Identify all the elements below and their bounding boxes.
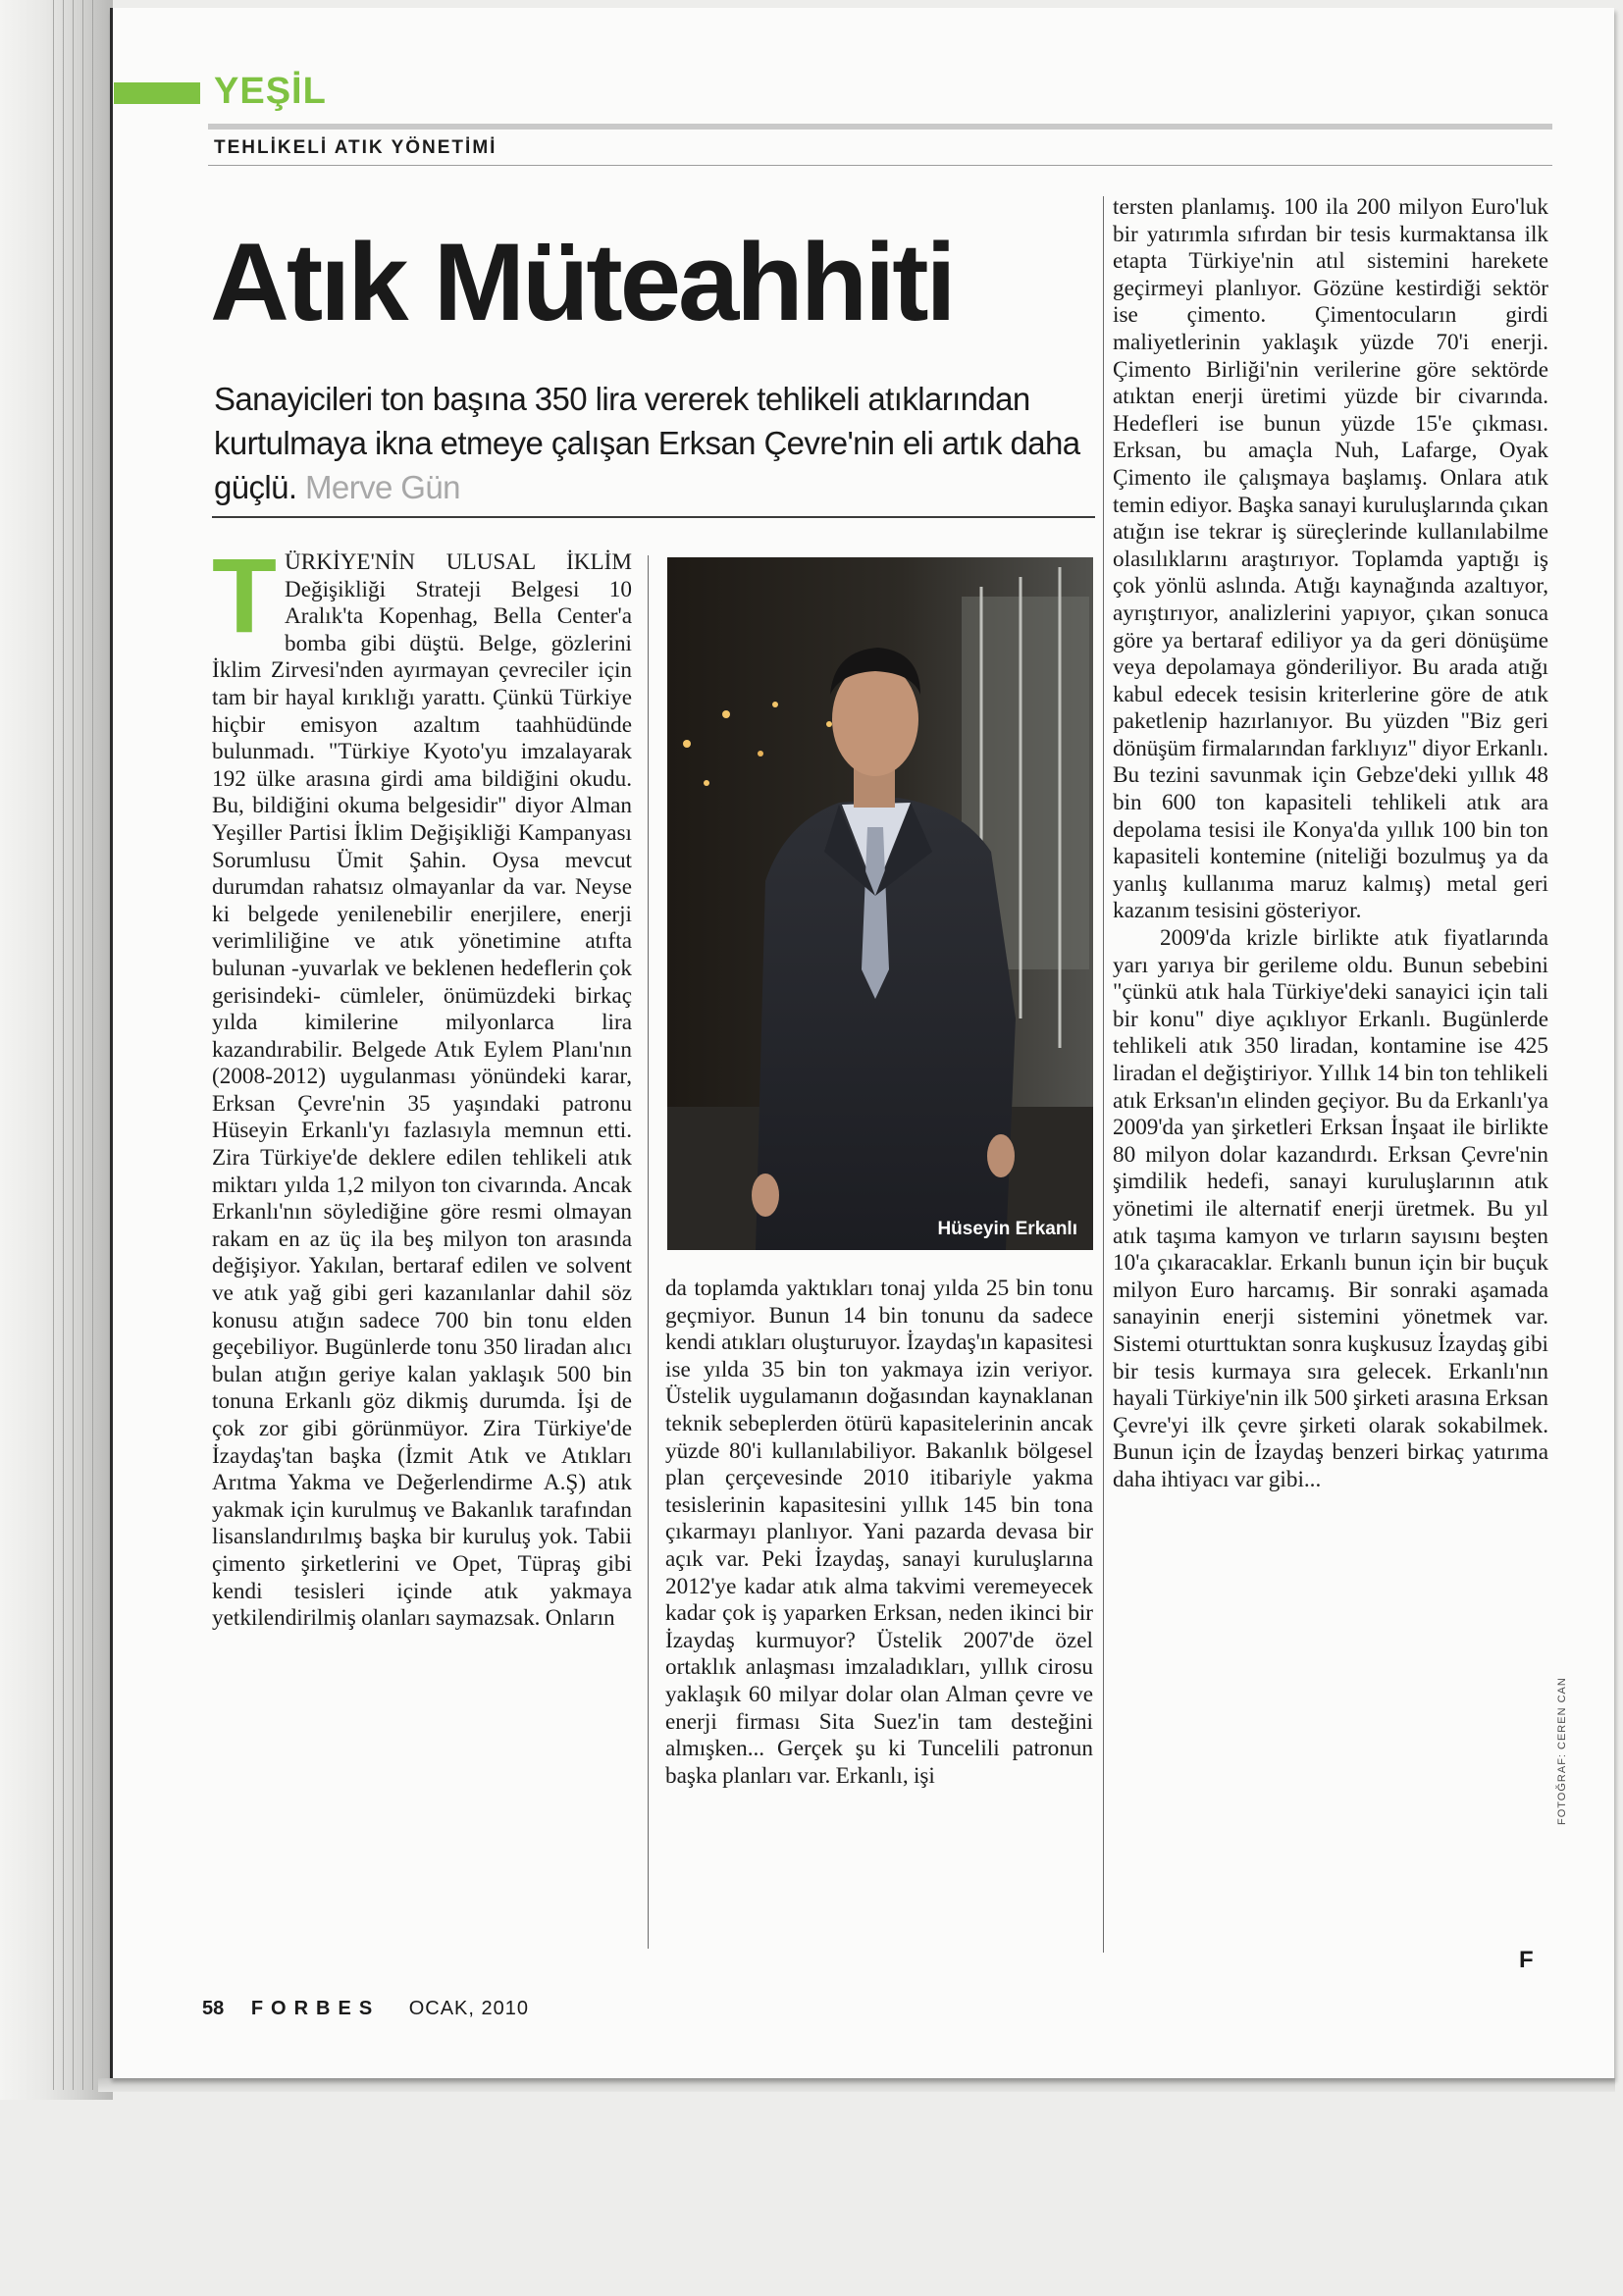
subsection-rule (208, 165, 1552, 166)
section-color-bar (114, 82, 200, 104)
issue-date: OCAK, 2010 (408, 1998, 530, 2019)
page-footer (202, 1998, 529, 2020)
article-title: Atık Müteahhiti (210, 221, 954, 343)
dek-text: Sanayicileri ton başına 350 lira vererek tehlikeli atıklarından kurtulmaya ikna etmeye çalışan Erksan Çevre'nin eli artık daha güçlü. (214, 381, 1080, 505)
column-rule-2 (1103, 196, 1104, 1953)
article-column-3 (1113, 194, 1548, 1494)
end-mark: F (1519, 1947, 1534, 1973)
subsection-title: TEHLİKELİ ATIK YÖNETİMİ (214, 137, 497, 158)
article-column-2 (665, 1276, 1093, 1790)
column-3-paragraph-2: 2009'da krizle birlikte atık fiyatlarında yarı yarıya bir gerileme oldu. Bunun sebebini "çünkü atık hala Türkiye'deki sanayici için tali bir konu" diye açıklıyor Erkanlı. Bugünlerde tehlikeli atık 350 liradan, kontamine ise 425 liradan el değiştiriyor. Yıllık 14 bin ton tehlikeli atık Erksan'ın elinden geçiyor. Bu da Erkanlı'ya 2009'da yan şirketleri Erksan İnşaat ile birlikte 80 milyon dolar kazandırdı. Erksan Çevre'nin şimdilik hedefi, sanayi kuruluşlarının atık yönetimi ile alternatif enerji üretmek. Bu yıl atık taşıma kamyon ve tırların sayısını beşten 10'a çıkaracaklar. Erkanlı bunun için bir buçuk milyon Euro harcamış. Bir sonraki aşamada sanayinin enerji sistemini yönetmek var. Sistemi oturttuktan sonra kuşkusuz İzaydaş gibi bir tesis kurmaya sıra gelecek. Erkanlı'nın hayali Türkiye'nin ilk 500 şirketi arasına Erksan Çevre'yi ilk çevre şirketi olarak sokabilmek. Bunun için de İzaydaş benzeri birkaç yatırıma daha ihtiyacı var gibi... (1113, 925, 1548, 1492)
column-rule-1 (648, 555, 649, 1949)
photo-credit: FOTOĞRAF: CEREN CAN (1556, 1677, 1568, 1825)
column-2-text: da toplamda yaktıkları tonaj yılda 25 bin tonu geçmiyor. Bunun 14 bin tonunu da sadece kendi atıkları oluşturuyor. İzaydaş'ın kapasitesi ise yılda 35 bin ton yakmaya izin veriyor. Üstelik uygulamanın doğasından kaynaklanan teknik sebeplerden ötürü kapasitelerinin ancak yüzde 80'i kullanılabiliyor. Bakanlık bölgesel plan çerçevesinde 2010 itibariyle yakma tesislerinin kapasitesini yıllık 145 bin tona çıkarmayı planlıyor. Yani pazarda devasa bir açık var. Peki İzaydaş, sanayi kuruluşlarına 2012'ye kadar atık alma takvimi veremeyecek kadar çok iş yaparken Erksan, neden ikinci bir İzaydaş kurmuyor? Üstelik 2007'de özel ortaklık anlaşması imzaladıkları, yıllık cirosu yaklaşık 60 milyar dolar olan Alman çevre ve enerji firması Sita Suez'in tam desteğini almışken... Gerçek şu ki Tuncelili patronun başka planları var. Erkanlı, işi (665, 1276, 1093, 1789)
page-stack-edges (47, 0, 98, 2090)
article-dek (214, 377, 1097, 509)
byline: Merve Gün (305, 469, 460, 505)
portrait-illustration (667, 557, 1093, 1250)
magazine-name: FORBES (250, 1998, 381, 2019)
dek-rule (212, 516, 1095, 518)
page-bottom-edge (98, 2078, 1615, 2092)
drop-cap: T (212, 536, 277, 654)
column-1-text: ÜRKİYE'NİN ULUSAL İKLİM Değişikliği Strateji Belgesi 10 Aralık'ta Kopenhag, Bella Center'a bomba gibi düştü. Belge, gözlerini İklim Zirvesi'nden ayırmayan çevreciler için tam bir hayal kırıklığı yarattı. Çünkü Türkiye hiçbir emisyon azaltım taahhüdünde bulunmadı. "Türkiye Kyoto'yu imzalayarak 192 ülke arasına girdi ama bildiğini okudu. Bu, bildiğini okuma belgesidir" diyor Alman Yeşiller Partisi İklim Değişikliği Kampanyası Sorumlusu Ümit Şahin. Oysa mevcut durumdan rahatsız olmayanlar da var. Neyse ki belgede yenilenebilir enerjilere, enerji verimliliğine ve atık yönetimine atıfta bulunan -yuvarlak ve beklenen hedeflerin çok gerisindeki- cümleler, önümüzdeki birkaç yılda kimilerine milyonlarca lira kazandırabilir. Belgede Atık Eylem Planı'nın (2008-2012) uygulanması yönündeki karar, Erksan Çevre'nin 35 yaşındaki patronu Hüseyin Erkanlı'yı fazlasıyla memnun etti. Zira Türkiye'de deklere edilen tehlikeli atık miktarı yılda 1,2 milyon ton civarında. Ancak Erkanlı'nın söylediğine göre resmi olmayan rakam en az üç ila beş milyon ton arasında değişiyor. Yakılan, bertaraf edilen ve solvent ve atık yağ gibi geri kazanılanlar dahil söz konusu atığın sadece 700 bin tonu elden geçebiliyor. Bugünlerde tonu 350 liradan alıcı bulan atığın geriye kalan yaklaşık 500 bin tonuna Erkanlı göz dikmiş durumda. İşi de çok zor gibi görünmüyor. Zira Türkiye'de İzaydaş'tan başka (İzmit Atık ve Atıkları Arıtma Yakma ve Değerlendirme A.Ş) atık yakmak için kurulmuş ve Bakanlık tarafından lisanslandırılmış başka bir kuruluş yok. Tabii çimento şirketlerini ve Opet, Tüpraş gibi kendi tesisleri içinde atık yakmaya yetkilendirilmiş olanları saymazsak. Onların (212, 549, 632, 1632)
page-number: 58 (202, 1998, 225, 2019)
section-name: YEŞİL (214, 71, 327, 112)
photo-caption: Hüseyin Erkanlı (937, 1219, 1077, 1239)
article-column-1 (212, 536, 632, 1633)
header-rule (208, 124, 1552, 130)
portrait-photo (667, 557, 1093, 1250)
column-3-paragraph-1: tersten planlamış. 100 ila 200 milyon Euro'luk bir yatırımla sıfırdan bir tesis kurmaktansa ilk etapta Türkiye'nin atıl sistemini harekete geçirmeyi planlıyor. Gözüne kestirdiği sektör ise çimento. Çimentocuların girdi maliyetlerinin yaklaşık yüzde 70'i enerji. Çimento Birliği'nin verilerine göre sektörde atıktan enerji üretimi yüzde bir civarında. Hedefleri ise bunun yüzde 15'e çıkması. Erksan, bu amaçla Nuh, Lafarge, Oyak Çimento ile çalışmaya başlamış. Onlara atık temin ediyor. Başka sanayi kuruluşlarında çıkan atığın ise tekrar iş süreçlerinde kullanılabilme olasılıklarını araştırıyor. Toplamda yaptığı iş çok yönlü aslında. Atığı kaynağında azaltıyor, ayrıştırıyor, analizlerini yapıyor, çıkan sonuca göre ya bertaraf ediliyor ya da geri dönüşüme veya depolamaya gönderiliyor. Bu arada atığı kabul edecek tesisin kriterlerine göre de atık paketlenip hazırlanıyor. Bu yüzden "Biz geri dönüşüm firmalarından farklıyız" diyor Erkanlı. Bu tezini savunmak için Gebze'deki yıllık 48 bin 600 ton kapasiteli tehlikeli atık ara depolama tesisi ile Konya'da yıllık 100 bin ton kapasiteli kontemine (niteliği bozulmuş ya da yanlış kullanıma maruz kalmış) metal geri kazanım tesisini gösteriyor. (1113, 194, 1548, 924)
